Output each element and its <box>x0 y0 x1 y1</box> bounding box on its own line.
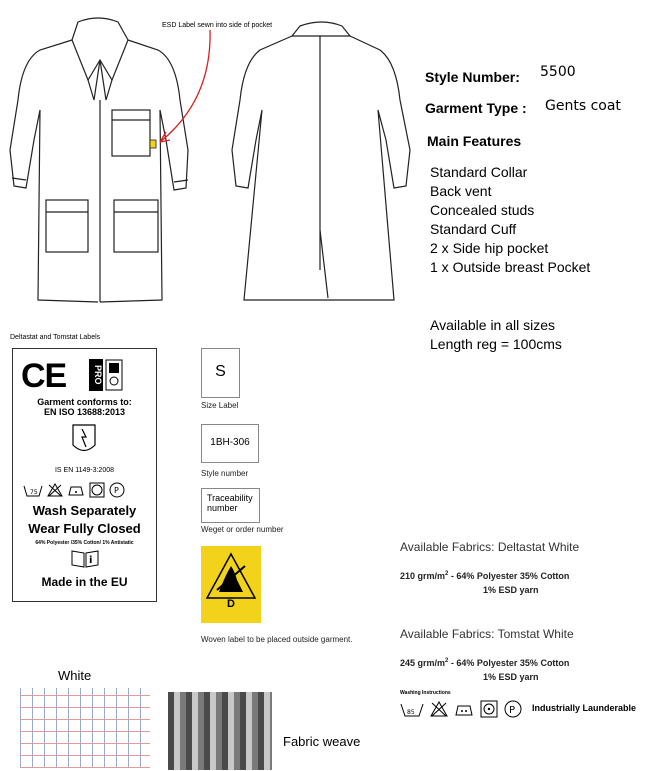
feature-item: Back vent <box>430 183 492 199</box>
fabric-heading-deltastat: Available Fabrics: Deltastat White <box>400 540 580 554</box>
standard-text: IS EN 1149-3:2008 <box>54 467 115 474</box>
care-symbols-label <box>23 482 125 498</box>
feature-item: 1 x Outside breast Pocket <box>430 259 591 275</box>
style-label-box <box>201 424 259 463</box>
feature-item: Standard Collar <box>430 164 528 180</box>
made-in: Made in the EU <box>41 575 128 589</box>
main-features-heading: Main Features <box>427 133 522 149</box>
svg-text:P: P <box>509 705 516 716</box>
white-fabric-swatch <box>20 688 150 768</box>
book-info-icon <box>70 549 100 569</box>
washing-symbols <box>400 700 522 718</box>
svg-text:P: P <box>114 486 119 495</box>
length-reg: Length reg = 100cms <box>430 336 562 352</box>
fabric-weight-unit-exp: 2 <box>445 658 449 664</box>
trace-line2: number <box>207 503 238 513</box>
antistatic-shield-icon <box>71 423 97 457</box>
fabric-spec-deltastat <box>400 571 569 581</box>
deltastat-label <box>12 348 157 602</box>
composition-text: 64% Polyester /35% Cotton/ 1% Antistatic <box>35 540 134 546</box>
feature-item: Concealed studs <box>430 202 535 218</box>
garment-type-label: Garment Type : <box>425 100 527 116</box>
labels-section-title: Deltastat and Tomstat Labels <box>10 334 101 341</box>
swatch-color-label: White <box>58 668 92 683</box>
available-sizes: Available in all sizes <box>430 317 556 333</box>
garment-icon <box>105 359 123 391</box>
conform-line1: Garment conforms to: <box>37 397 132 407</box>
conform-line2: EN ISO 13688:2013 <box>43 407 126 417</box>
size-label-value: S <box>215 363 226 380</box>
wash-separately: Wash Separately <box>32 503 137 518</box>
esd-label-caption: Woven label to be placed outside garment. <box>201 635 353 644</box>
coat-front <box>10 18 188 302</box>
feature-item: Standard Cuff <box>430 221 517 237</box>
dry-clean-icon <box>109 482 125 498</box>
trace-label-caption: Weget or order number <box>201 525 284 534</box>
esd-note: ESD Label sewn into side of pocket <box>162 22 273 29</box>
esd-pocket-label <box>150 140 156 148</box>
size-label-caption: Size Label <box>201 401 239 410</box>
iron-icon <box>67 483 85 497</box>
garment-type-value: Gents coat <box>545 98 621 114</box>
fabric-weave-label: Fabric weave <box>283 734 361 749</box>
svg-text:75: 75 <box>30 489 38 496</box>
coat-back <box>232 22 410 300</box>
pro-tag: PRO <box>89 359 103 391</box>
fabric-yarn-deltastat: 1% ESD yarn <box>483 585 539 595</box>
style-label-value: 1BH-306 <box>210 437 250 448</box>
wash-temp: 85 <box>407 709 415 716</box>
style-number-label: Style Number: <box>425 69 520 85</box>
dry-clean-icon <box>504 700 522 718</box>
fabric-weight-unit-exp: 2 <box>445 571 449 577</box>
no-bleach-icon <box>47 483 63 497</box>
ce-mark: CE <box>21 357 67 395</box>
wear-fully-closed: Wear Fully Closed <box>28 521 141 536</box>
fabric-composition: - 64% Polyester 35% Cotton <box>450 658 570 668</box>
size-label-box <box>201 348 240 398</box>
fabric-yarn-tomstat: 1% ESD yarn <box>483 672 539 682</box>
wash-tub-icon <box>400 701 424 717</box>
iron-icon <box>454 701 474 717</box>
esd-arrow <box>160 30 210 142</box>
esd-letter: D <box>227 598 235 610</box>
fabric-weave-photo <box>168 692 272 770</box>
tumble-dry-icon <box>89 482 105 498</box>
industrially-launderable: Industrially Launderable <box>532 703 637 713</box>
style-label-caption: Style number <box>201 469 249 478</box>
svg-text:i: i <box>89 555 93 566</box>
tumble-dry-icon <box>480 700 498 718</box>
esd-woven-label <box>201 546 261 623</box>
feature-item: 2 x Side hip pocket <box>430 240 549 256</box>
washing-heading: Washing Instructions <box>400 690 451 696</box>
coat-drawing <box>0 0 420 320</box>
wash-tub-icon <box>23 483 43 497</box>
trace-label-box <box>201 488 260 523</box>
fabric-spec-tomstat <box>400 658 569 668</box>
fabric-heading-tomstat: Available Fabrics: Tomstat White <box>400 627 574 641</box>
features-list <box>430 163 590 277</box>
fabric-weight: 210 grm/m <box>400 571 446 581</box>
fabric-composition: - 64% Polyester 35% Cotton <box>450 571 570 581</box>
no-bleach-icon <box>430 701 448 717</box>
fabric-weight: 245 grm/m <box>400 658 446 668</box>
style-number-value: 5500 <box>540 64 576 80</box>
trace-line1: Traceability <box>207 493 253 503</box>
